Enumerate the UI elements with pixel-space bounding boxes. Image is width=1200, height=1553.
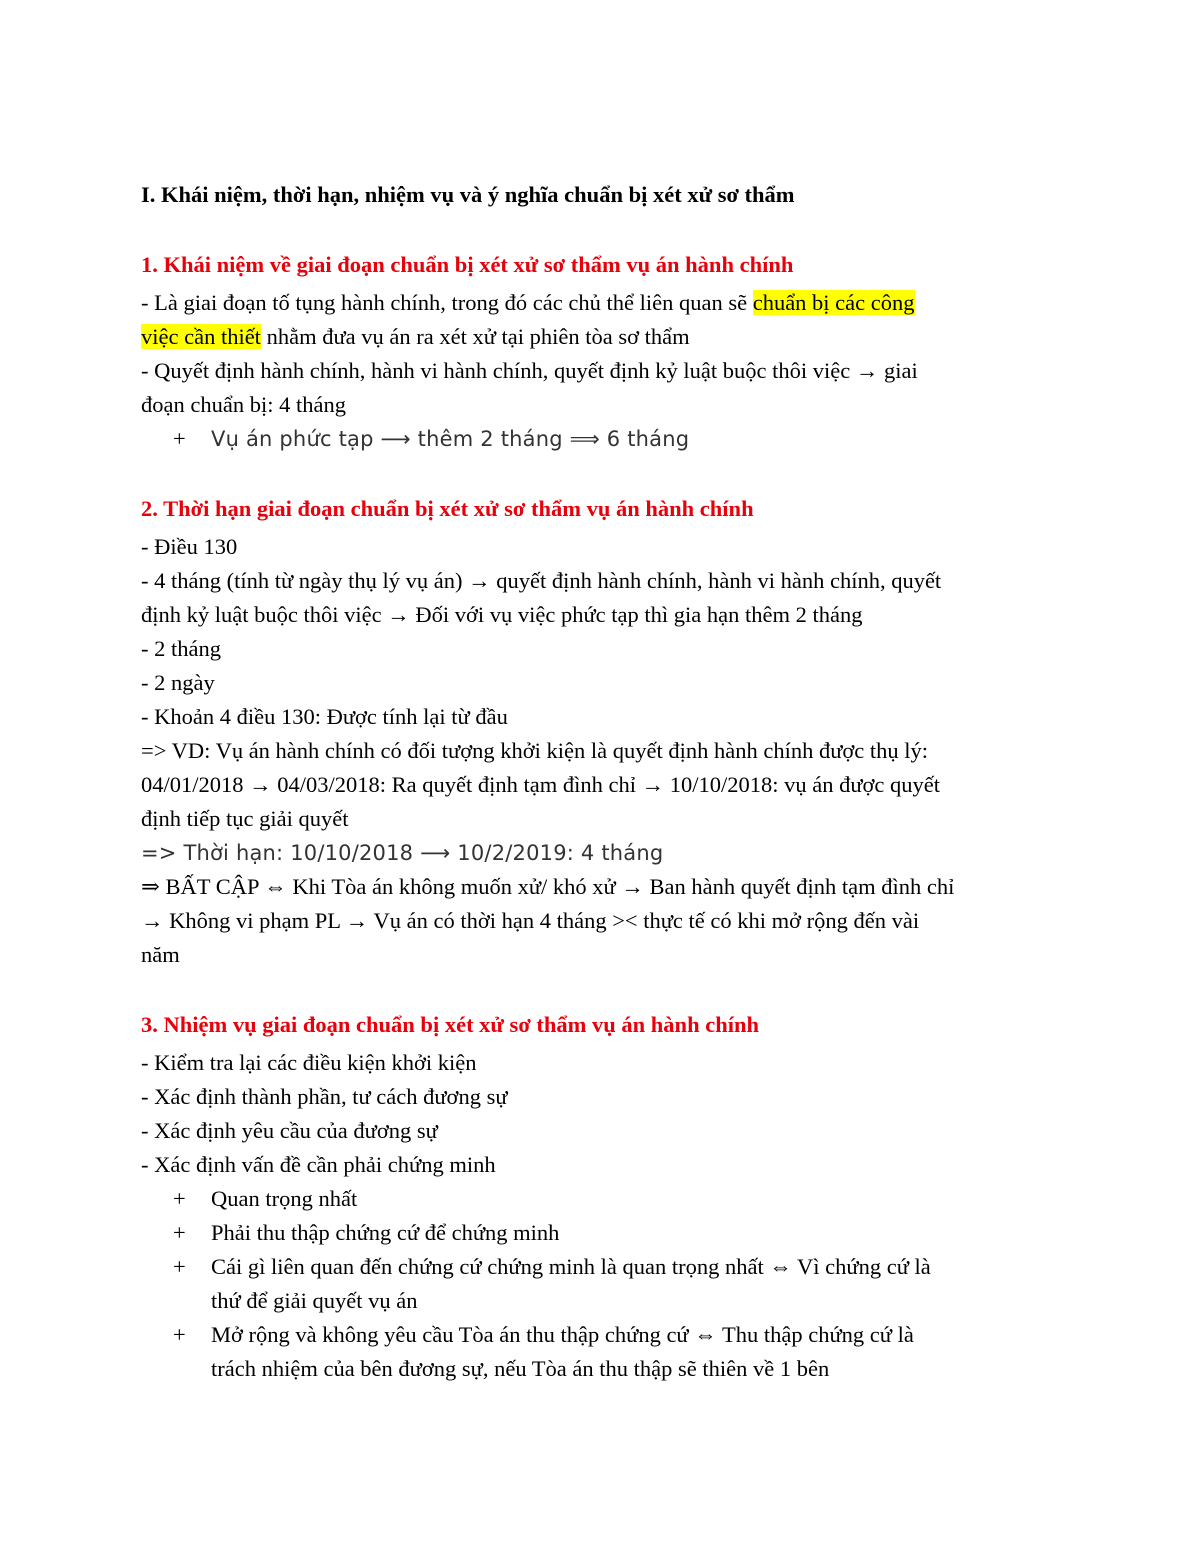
- section-2-issue-line: → Không vi phạm PL → Vụ án có thời hạn 4 tháng >< thực tế có khi mở rộng đến vài: [141, 908, 920, 933]
- bullet-marker: +: [173, 1220, 186, 1245]
- spacer: [141, 456, 1061, 492]
- bullet-text: Quan trọng nhất: [211, 1186, 358, 1211]
- section-2-line: - 2 tháng: [141, 636, 221, 661]
- section-2-line: định kỷ luật buộc thôi việc → Đối với vụ việc phức tạp thì gia hạn thêm 2 tháng: [141, 602, 863, 627]
- section-2-line: 04/01/2018 → 04/03/2018: Ra quyết định tạm đình chỉ → 10/10/2018: vụ án được quyết: [141, 772, 941, 797]
- bullet-text-wrapped: [211, 1250, 931, 1318]
- text-span: - Là giai đoạn tố tụng hành chính, trong đó các chủ thể liên quan sẽ: [141, 290, 753, 315]
- section-2-line: định tiếp tục giải quyết: [141, 806, 349, 831]
- highlighted-text: việc cần thiết: [141, 324, 261, 349]
- bullet-text-line: Cái gì liên quan đến chứng cứ chứng minh là quan trọng nhất ⇔ Vì chứng cứ là: [211, 1254, 931, 1279]
- section-1-line-4: đoạn chuẩn bị: 4 tháng: [141, 392, 346, 417]
- document-page: [141, 178, 1061, 1386]
- spacer: [141, 972, 1061, 1008]
- section-3-bullet: [141, 1250, 1061, 1318]
- section-3-bullet: [141, 1182, 1061, 1216]
- section-3-line: - Xác định vấn đề cần phải chứng minh: [141, 1152, 496, 1177]
- bullet-marker: +: [173, 1254, 186, 1279]
- highlighted-text: chuẩn bị các công: [752, 290, 915, 315]
- bullet-text: Phải thu thập chứng cứ để chứng minh: [211, 1220, 560, 1245]
- section-2-line: - 4 tháng (tính từ ngày thụ lý vụ án) → quyết định hành chính, hành vi hành chính, quyết: [141, 568, 942, 593]
- section-2-line: - Điều 130: [141, 534, 238, 559]
- section-2-issue-line: ⇒ BẤT CẬP ⇔ Khi Tòa án không muốn xử/ khó xử → Ban hành quyết định tạm đình chỉ: [141, 874, 955, 899]
- bullet-text-line: thứ để giải quyết vụ án: [211, 1288, 418, 1313]
- section-2-deadline: => Thời hạn: 10/10/2018 ⟶ 10/2/2019: 4 tháng: [141, 841, 664, 865]
- section-3-heading: 3. Nhiệm vụ giai đoạn chuẩn bị xét xử sơ thẩm vụ án hành chính: [141, 1012, 759, 1037]
- section-3-bullet: [141, 1216, 1061, 1250]
- section-3-line: - Xác định thành phần, tư cách đương sự: [141, 1084, 508, 1109]
- text-span: nhằm đưa vụ án ra xét xử tại phiên tòa sơ thẩm: [260, 324, 690, 349]
- page-title: I. Khái niệm, thời hạn, nhiệm vụ và ý nghĩa chuẩn bị xét xử sơ thẩm: [141, 182, 795, 207]
- section-3-line: - Kiểm tra lại các điều kiện khởi kiện: [141, 1050, 477, 1075]
- section-2-line: => VD: Vụ án hành chính có đối tượng khởi kiện là quyết định hành chính được thụ lý:: [141, 738, 929, 763]
- section-1-line-3: - Quyết định hành chính, hành vi hành chính, quyết định kỷ luật buộc thôi việc → giai: [141, 358, 918, 383]
- bullet-marker: +: [173, 1186, 186, 1211]
- section-2-issue-line: năm: [141, 942, 180, 967]
- section-1-heading: 1. Khái niệm về giai đoạn chuẩn bị xét xử sơ thẩm vụ án hành chính: [141, 252, 794, 277]
- section-1-line-2: [141, 320, 1061, 354]
- bullet-text: Vụ án phức tạp ⟶ thêm 2 tháng ⟹ 6 tháng: [211, 427, 690, 451]
- section-1-bullet: [141, 422, 1061, 456]
- section-1-line-1: [141, 286, 1061, 320]
- section-2-line: - 2 ngày: [141, 670, 215, 695]
- section-3-bullet: [141, 1318, 1061, 1386]
- bullet-marker: +: [173, 426, 186, 451]
- section-3-line: - Xác định yêu cầu của đương sự: [141, 1118, 438, 1143]
- bullet-marker: +: [173, 1322, 186, 1347]
- bullet-text-line: Mở rộng và không yêu cầu Tòa án thu thập chứng cứ ⇔ Thu thập chứng cứ là: [211, 1322, 914, 1347]
- section-2-line: - Khoản 4 điều 130: Được tính lại từ đầu: [141, 704, 508, 729]
- bullet-text-wrapped: [211, 1318, 914, 1386]
- section-2-heading: 2. Thời hạn giai đoạn chuẩn bị xét xử sơ thẩm vụ án hành chính: [141, 496, 754, 521]
- bullet-text-line: trách nhiệm của bên đương sự, nếu Tòa án thu thập sẽ thiên về 1 bên: [211, 1356, 830, 1381]
